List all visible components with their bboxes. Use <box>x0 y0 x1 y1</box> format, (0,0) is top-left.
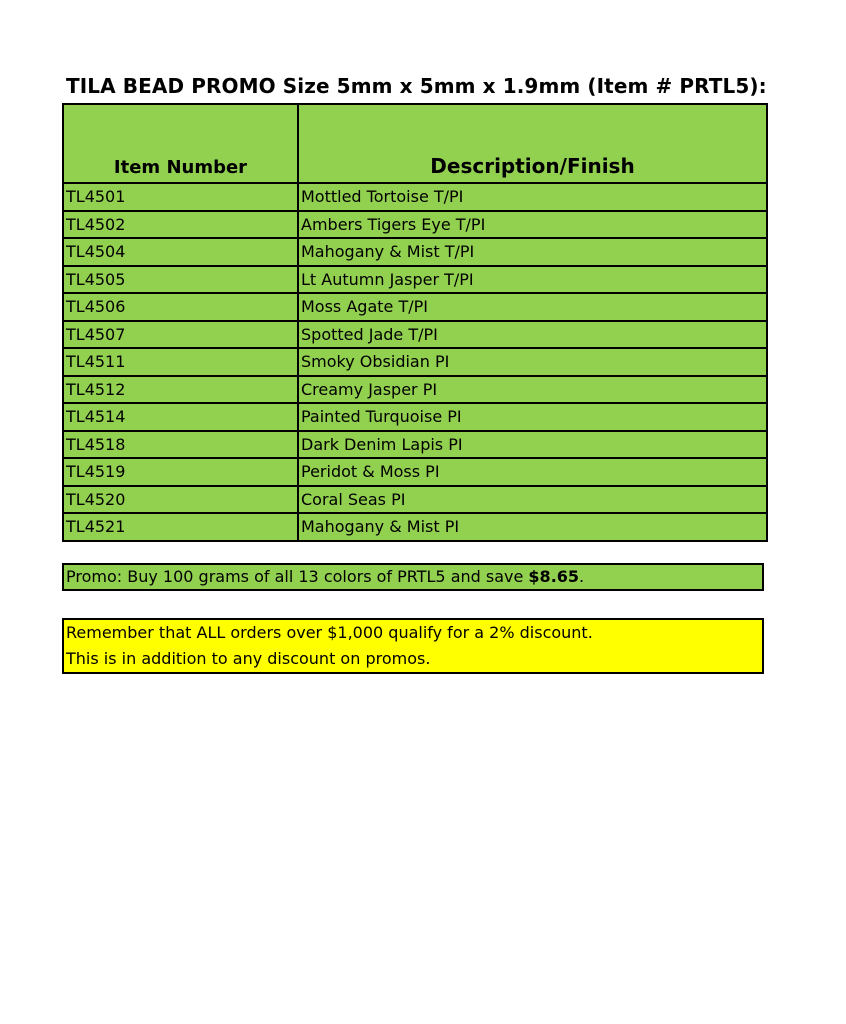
discount-note-line: This is in addition to any discount on promos. <box>66 649 431 668</box>
items-table <box>62 103 768 542</box>
description-cell: Smoky Obsidian PI <box>298 348 767 376</box>
item-number-cell: TL4514 <box>63 403 298 431</box>
item-number-cell: TL4512 <box>63 376 298 404</box>
table-row <box>63 458 767 486</box>
promo-savings-amount: $8.65 <box>528 567 580 586</box>
promo-box <box>62 563 764 591</box>
item-number-cell: TL4519 <box>63 458 298 486</box>
column-header-item-number: Item Number <box>63 104 298 183</box>
description-cell: Moss Agate T/PI <box>298 293 767 321</box>
table-body <box>63 183 767 541</box>
description-cell: Coral Seas PI <box>298 486 767 514</box>
item-number-cell: TL4501 <box>63 183 298 211</box>
description-cell: Spotted Jade T/PI <box>298 321 767 349</box>
item-number-cell: TL4504 <box>63 238 298 266</box>
column-header-description: Description/Finish <box>298 104 767 183</box>
description-cell: Creamy Jasper PI <box>298 376 767 404</box>
description-cell: Dark Denim Lapis PI <box>298 431 767 459</box>
item-number-cell: TL4506 <box>63 293 298 321</box>
page-title: TILA BEAD PROMO Size 5mm x 5mm x 1.9mm (Item # PRTL5): <box>66 74 767 98</box>
description-cell: Mahogany & Mist T/PI <box>298 238 767 266</box>
discount-note-line: Remember that ALL orders over $1,000 qualify for a 2% discount. <box>66 623 593 642</box>
table-row <box>63 293 767 321</box>
promo-suffix: . <box>579 567 585 586</box>
table-header-row <box>63 104 767 183</box>
description-cell: Lt Autumn Jasper T/PI <box>298 266 767 294</box>
description-cell: Painted Turquoise PI <box>298 403 767 431</box>
table-row <box>63 321 767 349</box>
table-row <box>63 211 767 239</box>
table-row <box>63 238 767 266</box>
item-number-cell: TL4505 <box>63 266 298 294</box>
description-cell: Mahogany & Mist PI <box>298 513 767 541</box>
description-cell: Peridot & Moss PI <box>298 458 767 486</box>
table-row <box>63 183 767 211</box>
promo-text: Promo: Buy 100 grams of all 13 colors of PRTL5 and save <box>66 567 529 586</box>
table-row <box>63 376 767 404</box>
table-row <box>63 513 767 541</box>
item-number-cell: TL4507 <box>63 321 298 349</box>
discount-note-box <box>62 618 764 674</box>
item-number-cell: TL4521 <box>63 513 298 541</box>
table-row <box>63 486 767 514</box>
item-number-cell: TL4502 <box>63 211 298 239</box>
description-cell: Mottled Tortoise T/PI <box>298 183 767 211</box>
table-row <box>63 403 767 431</box>
item-number-cell: TL4520 <box>63 486 298 514</box>
item-number-cell: TL4518 <box>63 431 298 459</box>
table-row <box>63 348 767 376</box>
table-row <box>63 266 767 294</box>
description-cell: Ambers Tigers Eye T/PI <box>298 211 767 239</box>
table-row <box>63 431 767 459</box>
item-number-cell: TL4511 <box>63 348 298 376</box>
